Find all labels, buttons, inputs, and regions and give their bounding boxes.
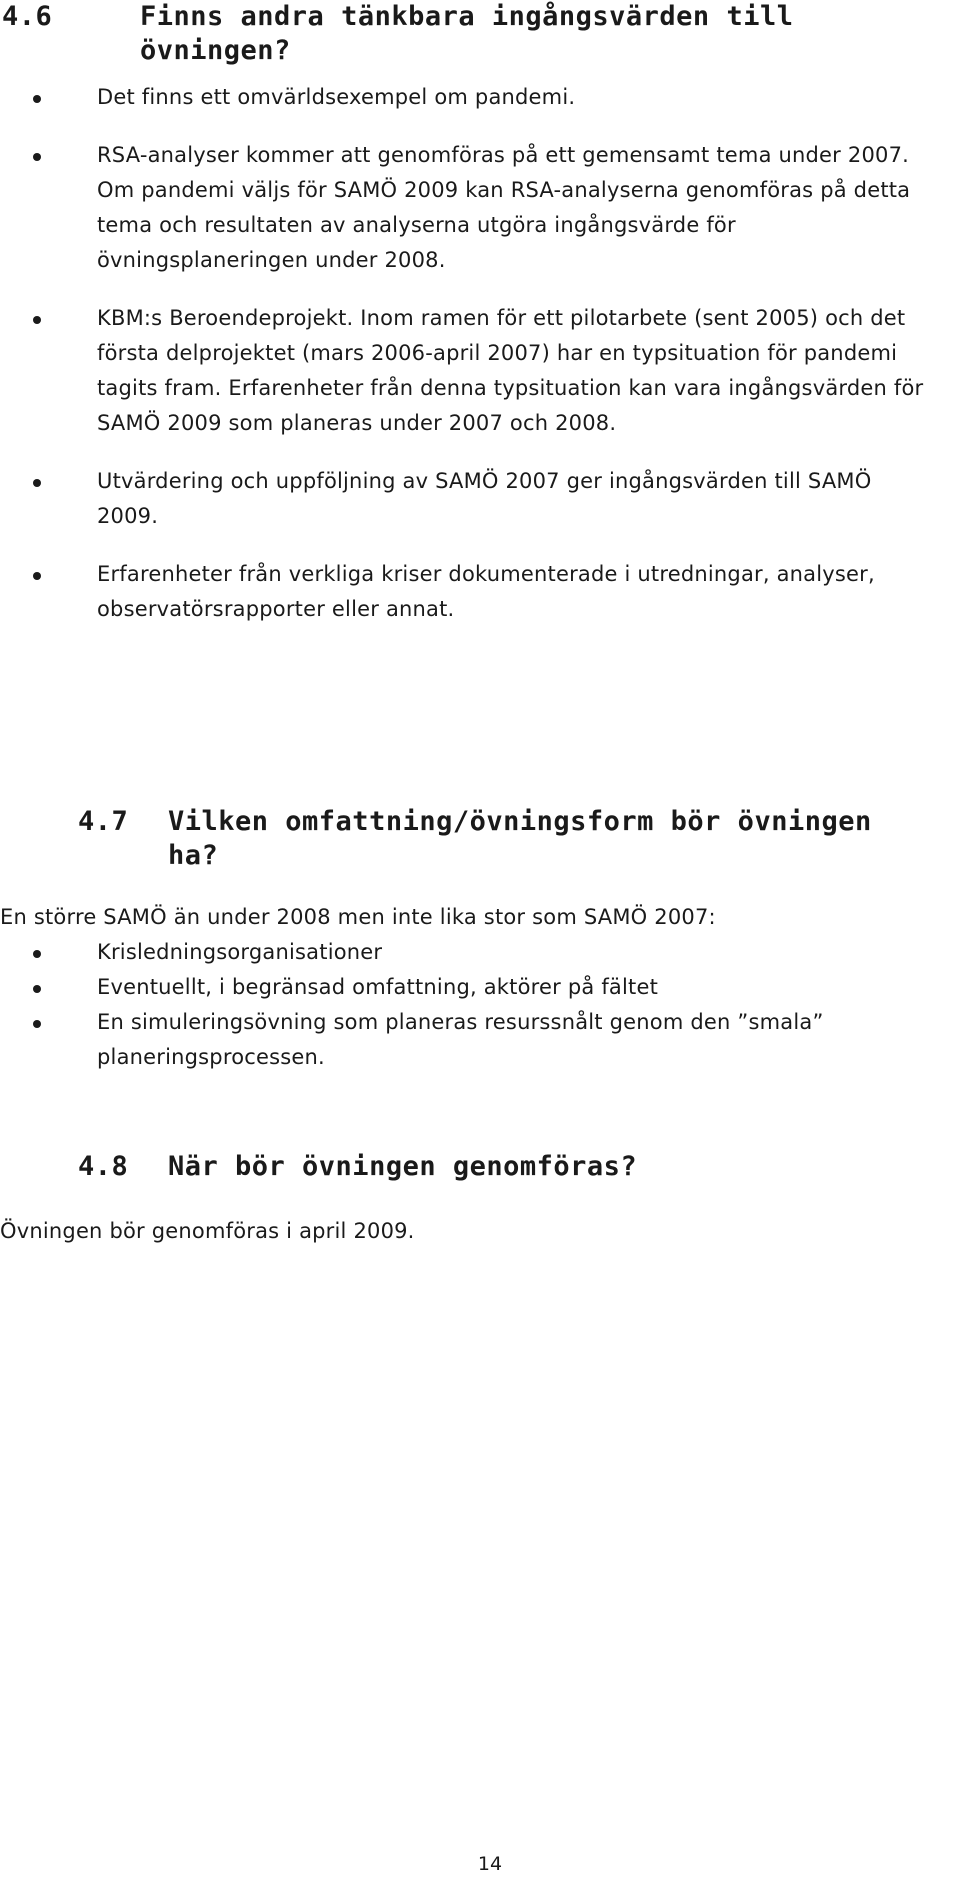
- list-item: [0, 935, 960, 970]
- list-item: [0, 138, 960, 278]
- bullet-icon: [33, 153, 41, 161]
- list-item-text: Eventuellt, i begränsad omfattning, aktörer på fältet: [97, 975, 658, 999]
- bullet-icon: [33, 95, 41, 103]
- section-4-7-intro: En större SAMÖ än under 2008 men inte lika stor som SAMÖ 2007:: [0, 905, 716, 929]
- bullet-icon: [33, 572, 41, 580]
- list-item-text: Utvärdering och uppföljning av SAMÖ 2007 ger ingångsvärden till SAMÖ 2009.: [97, 469, 872, 528]
- section-4-8-heading: [78, 1150, 938, 1190]
- section-4-8-body: Övningen bör genomföras i april 2009.: [0, 1219, 415, 1243]
- section-4-7-bullet-list: [0, 935, 960, 1075]
- bullet-icon: [33, 1020, 41, 1028]
- bullet-icon: [33, 950, 41, 958]
- section-4-7-number: 4.7: [78, 806, 129, 837]
- page-number: 14: [477, 1853, 503, 1875]
- section-4-8-title: När bör övningen genomföras?: [168, 1151, 638, 1182]
- list-item-text: RSA-analyser kommer att genomföras på ett gemensamt tema under 2007. Om pandemi väljs för SAMÖ 2009 kan RSA-analyserna genomföras på detta tema och resultaten av analyserna utgöra ingångsvärde för övningsplaneringen under 2008.: [97, 143, 911, 272]
- section-4-7-title: Vilken omfattning/övningsform bör övningen ha?: [168, 806, 872, 871]
- section-4-6-bullet-list: [0, 80, 960, 627]
- list-item: [0, 970, 960, 1005]
- bullet-icon: [33, 316, 41, 324]
- section-4-6-number: 4.6: [2, 1, 53, 32]
- list-item-text: En simuleringsövning som planeras resurssnålt genom den ”smala” planeringsprocessen.: [97, 1010, 824, 1069]
- section-4-7-heading: [78, 805, 938, 877]
- bullet-icon: [33, 985, 41, 993]
- list-item: [0, 80, 960, 115]
- list-item-text: Det finns ett omvärldsexempel om pandemi.: [97, 85, 576, 109]
- section-4-6-heading: [2, 0, 942, 72]
- list-item: [0, 557, 960, 627]
- section-4-8-number: 4.8: [78, 1151, 129, 1182]
- list-item-text: KBM:s Beroendeprojekt. Inom ramen för ett pilotarbete (sent 2005) och det första delprojektet (mars 2006-april 2007) har en typsituation för pandemi tagits fram. Erfarenheter från denna typsituation kan vara ingångsvärden för SAMÖ 2009 som planeras under 2007 och 2008.: [97, 306, 924, 435]
- list-item: [0, 464, 960, 534]
- bullet-icon: [33, 479, 41, 487]
- list-item-text: Krisledningsorganisationer: [97, 940, 383, 964]
- section-4-6-title: Finns andra tänkbara ingångsvärden till övningen?: [140, 1, 794, 66]
- list-item: [0, 301, 960, 441]
- list-item: [0, 1005, 960, 1075]
- list-item-text: Erfarenheter från verkliga kriser dokumenterade i utredningar, analyser, observatörsrapporter eller annat.: [97, 562, 875, 621]
